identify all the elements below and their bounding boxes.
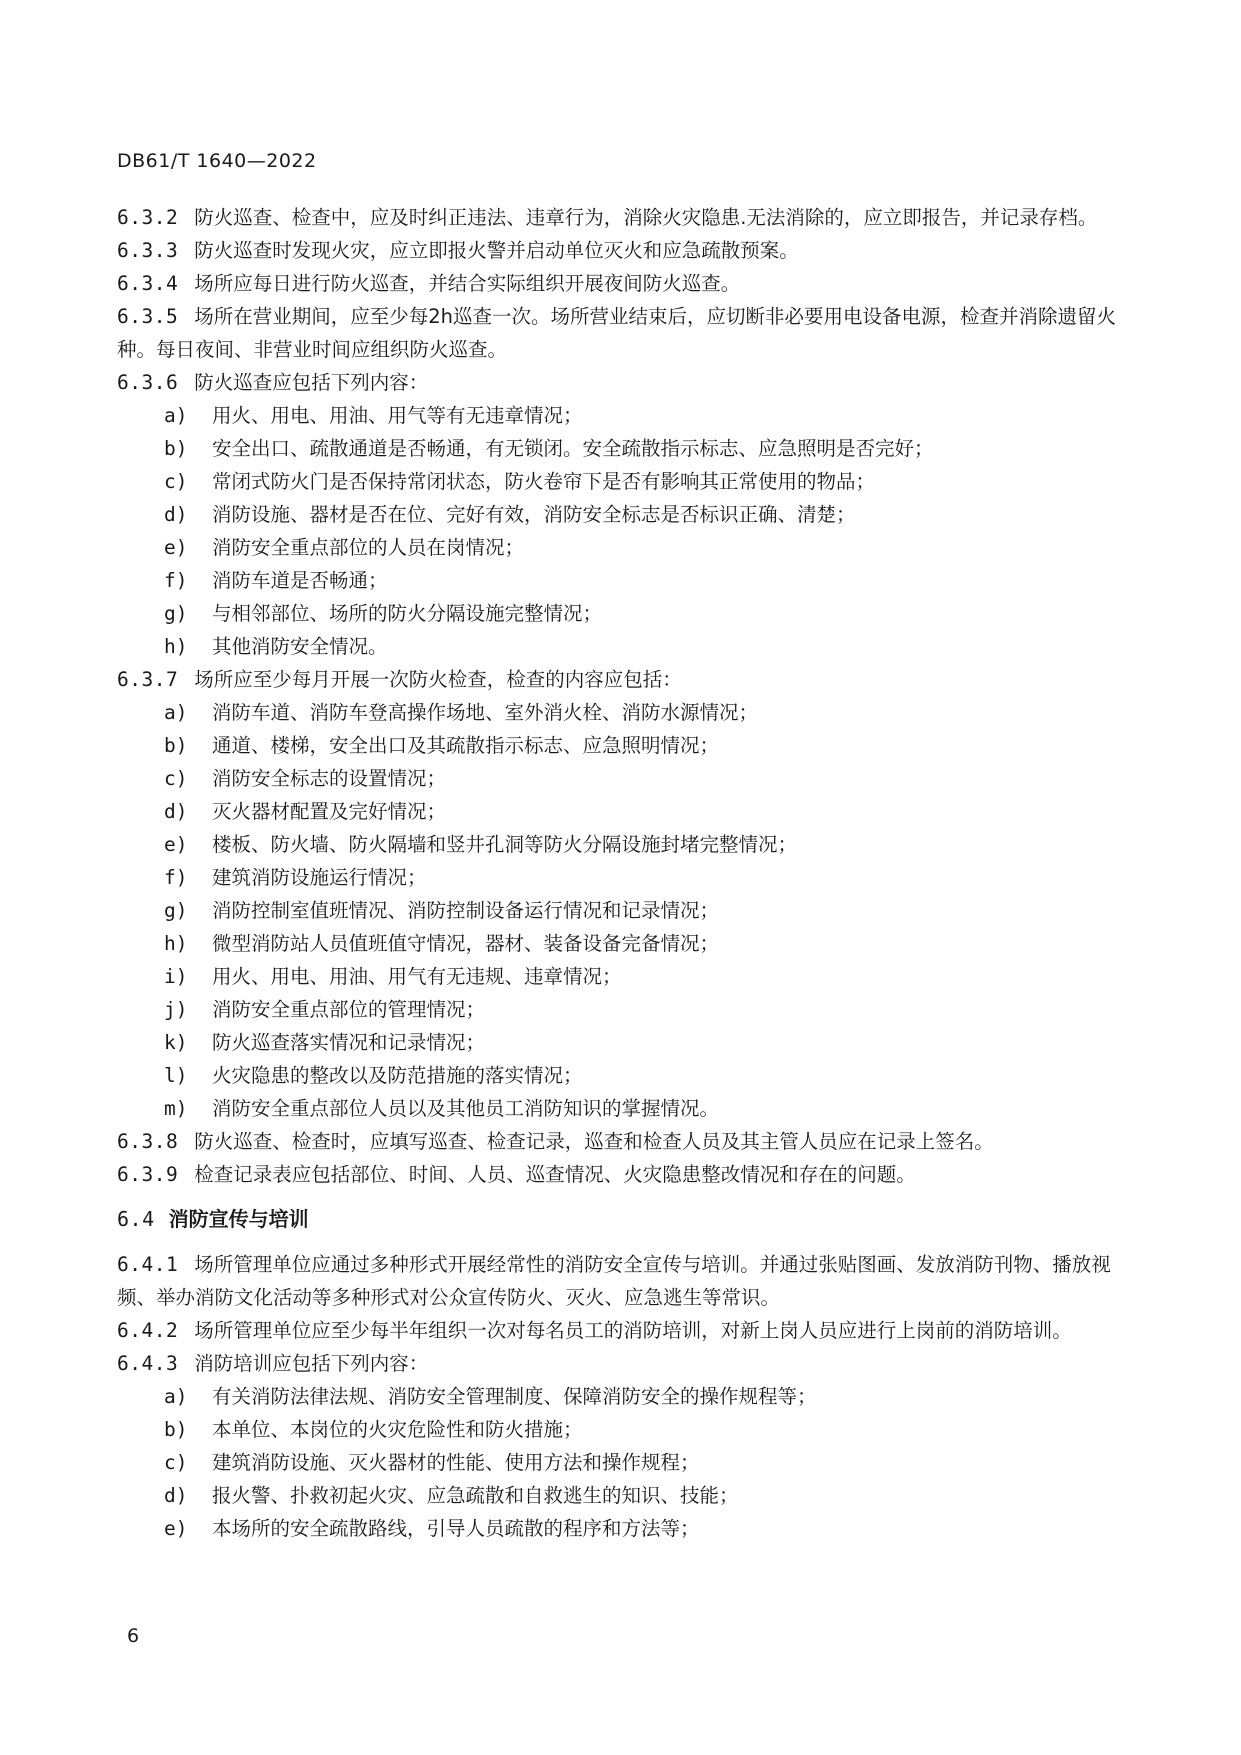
list-6-4-3 [117,1380,1117,1545]
list-item [117,1026,1117,1059]
list-item-marker: d) [164,800,188,823]
clause [117,366,1117,399]
list-item-marker: g) [164,899,188,922]
clause [117,1158,1117,1191]
list-item-marker: c) [164,470,188,493]
list-item-marker: a) [164,701,188,724]
clause-number: 6.3.2 [117,206,179,229]
clause [117,1314,1117,1347]
clause-6-3-7 [117,663,1117,696]
list-item-text: 用火、用电、用油、用气等有无违章情况； [212,404,583,427]
list-item [117,795,1117,828]
list-item [117,696,1117,729]
clause [117,1248,1117,1314]
list-item-marker: f) [164,866,188,889]
clauses-6-3-8-to-6-3-9 [117,1125,1117,1191]
list-item-text: 消防设施、器材是否在位、完好有效，消防安全标志是否标识正确、清楚； [212,503,856,526]
list-item-text: 与相邻部位、场所的防火分隔设施完整情况； [212,602,603,625]
clause-text: 防火巡查时发现火灾，应立即报火警并启动单位灭火和应急疏散预案。 [194,239,799,262]
list-item [117,1059,1117,1092]
clause-text: 场所管理单位应至少每半年组织一次对每名员工的消防培训，对新上岗人员应进行上岗前的消防培训。 [194,1319,1072,1342]
list-item [117,960,1117,993]
list-item-text: 建筑消防设施、灭火器材的性能、使用方法和操作规程； [212,1451,700,1474]
list-item-text: 用火、用电、用油、用气有无违规、违章情况； [212,965,622,988]
list-item-text: 火灾隐患的整改以及防范措施的落实情况； [212,1064,583,1087]
list-item-text: 本场所的安全疏散路线，引导人员疏散的程序和方法等； [212,1517,700,1540]
list-item-text: 安全出口、疏散通道是否畅通，有无锁闭。安全疏散指示标志、应急照明是否完好； [212,437,934,460]
list-item-text: 消防控制室值班情况、消防控制设备运行情况和记录情况； [212,899,720,922]
clause-text: 防火巡查应包括下列内容： [194,371,429,394]
clause [117,234,1117,267]
list-item-marker: m) [164,1097,188,1120]
list-item [117,828,1117,861]
list-item [117,1092,1117,1125]
clause-text: 场所应每日进行防火巡查，并结合实际组织开展夜间防火巡查。 [194,272,741,295]
list-item-text: 消防安全重点部位的人员在岗情况； [212,536,525,559]
list-item-text: 有关消防法律法规、消防安全管理制度、保障消防安全的操作规程等； [212,1385,817,1408]
list-item [117,729,1117,762]
list-item-text: 防火巡查落实情况和记录情况； [212,1031,486,1054]
clause [117,267,1117,300]
clause-text: 检查记录表应包括部位、时间、人员、巡查情况、火灾隐患整改情况和存在的问题。 [194,1163,916,1186]
list-item-marker: b) [164,1418,188,1441]
list-item [117,894,1117,927]
list-item [117,1479,1117,1512]
clause [117,1125,1117,1158]
list-item-text: 消防安全重点部位人员以及其他员工消防知识的掌握情况。 [212,1097,720,1120]
section-heading-6-4 [117,1191,1117,1248]
clause-number: 6.4.2 [117,1319,179,1342]
clause-number: 6.3.7 [117,668,179,691]
clause-text: 消防培训应包括下列内容： [194,1352,429,1375]
clause-text: 防火巡查、检查中，应及时纠正违法、违章行为，消除火灾隐患.无法消除的，应立即报告，并记录存档。 [194,206,1098,229]
list-item [117,630,1117,663]
list-item-text: 报火警、扑救初起火灾、应急疏散和自救逃生的知识、技能； [212,1484,739,1507]
list-item-marker: k) [164,1031,188,1054]
document-code: DB61/T 1640—2022 [117,150,317,172]
clause-number: 6.4.3 [117,1352,179,1375]
list-item [117,1446,1117,1479]
list-item [117,432,1117,465]
list-item-marker: h) [164,635,188,658]
list-item-marker: e) [164,833,188,856]
list-item-marker: a) [164,404,188,427]
list-item [117,762,1117,795]
list-item-text: 微型消防站人员值班值守情况，器材、装备设备完备情况； [212,932,720,955]
list-item-text: 楼板、防火墙、防火隔墙和竖井孔洞等防火分隔设施封堵完整情况； [212,833,798,856]
clause-text: 场所在营业期间，应至少每2h巡查一次。场所营业结束后，应切断非必要用电设备电源，检查并消除遗留火种。每日夜间、非营业时间应组织防火巡查。 [117,305,1116,361]
list-item-marker: d) [164,503,188,526]
list-item-marker: l) [164,1064,188,1087]
list-item [117,399,1117,432]
list-item-marker: e) [164,536,188,559]
list-item-marker: a) [164,1385,188,1408]
list-item [117,1380,1117,1413]
section-title-text: 消防宣传与培训 [168,1209,309,1231]
clause-number: 6.3.6 [117,371,179,394]
list-item-marker: c) [164,1451,188,1474]
list-item-text: 其他消防安全情况。 [212,635,388,658]
clause [117,1347,1117,1380]
clause-number: 6.3.8 [117,1130,179,1153]
clauses-6-3-2-to-6-3-6 [117,201,1117,399]
list-item [117,1413,1117,1446]
clause-number: 6.3.3 [117,239,179,262]
document-body [117,201,1117,1545]
list-item-marker: c) [164,767,188,790]
list-item-text: 建筑消防设施运行情况； [212,866,427,889]
list-item [117,531,1117,564]
list-item [117,564,1117,597]
clause-number: 6.3.5 [117,305,179,328]
list-item-marker: f) [164,569,188,592]
clause-text: 防火巡查、检查时，应填写巡查、检查记录，巡查和检查人员及其主管人员应在记录上签名。 [194,1130,994,1153]
list-6-3-7 [117,696,1117,1125]
list-item-text: 消防车道、消防车登高操作场地、室外消火栓、消防水源情况； [212,701,759,724]
list-item-text: 消防车道是否畅通； [212,569,388,592]
clause-number: 6.4.1 [117,1253,179,1276]
clause-number: 6.3.4 [117,272,179,295]
list-6-3-6 [117,399,1117,663]
list-item [117,498,1117,531]
list-item [117,465,1117,498]
clause [117,201,1117,234]
page-number: 6 [127,1625,140,1647]
list-item-marker: d) [164,1484,188,1507]
clause-number: 6.3.9 [117,1163,179,1186]
list-item-text: 消防安全标志的设置情况； [212,767,447,790]
list-item [117,861,1117,894]
list-item-text: 本单位、本岗位的火灾危险性和防火措施； [212,1418,583,1441]
list-item-marker: h) [164,932,188,955]
list-item-marker: g) [164,602,188,625]
list-item [117,993,1117,1026]
list-item [117,1512,1117,1545]
list-item [117,597,1117,630]
list-item-marker: j) [164,998,188,1021]
list-item-marker: b) [164,734,188,757]
clauses-6-4-1-to-6-4-3 [117,1248,1117,1380]
list-item-marker: i) [164,965,188,988]
clause-text: 场所应至少每月开展一次防火检查，检查的内容应包括： [194,668,682,691]
list-item-text: 消防安全重点部位的管理情况； [212,998,486,1021]
list-item-marker: b) [164,437,188,460]
clause-text: 场所管理单位应通过多种形式开展经常性的消防安全宣传与培训。并通过张贴图画、发放消防刊物、播放视频、举办消防文化活动等多种形式对公众宣传防火、灭火、应急逃生等常识。 [117,1253,1111,1309]
clause [117,300,1117,366]
list-item-text: 灭火器材配置及完好情况； [212,800,447,823]
section-number: 6.4 [117,1207,155,1231]
list-item-marker: e) [164,1517,188,1540]
list-item [117,927,1117,960]
list-item-text: 常闭式防火门是否保持常闭状态，防火卷帘下是否有影响其正常使用的物品； [212,470,876,493]
list-item-text: 通道、楼梯，安全出口及其疏散指示标志、应急照明情况； [212,734,720,757]
